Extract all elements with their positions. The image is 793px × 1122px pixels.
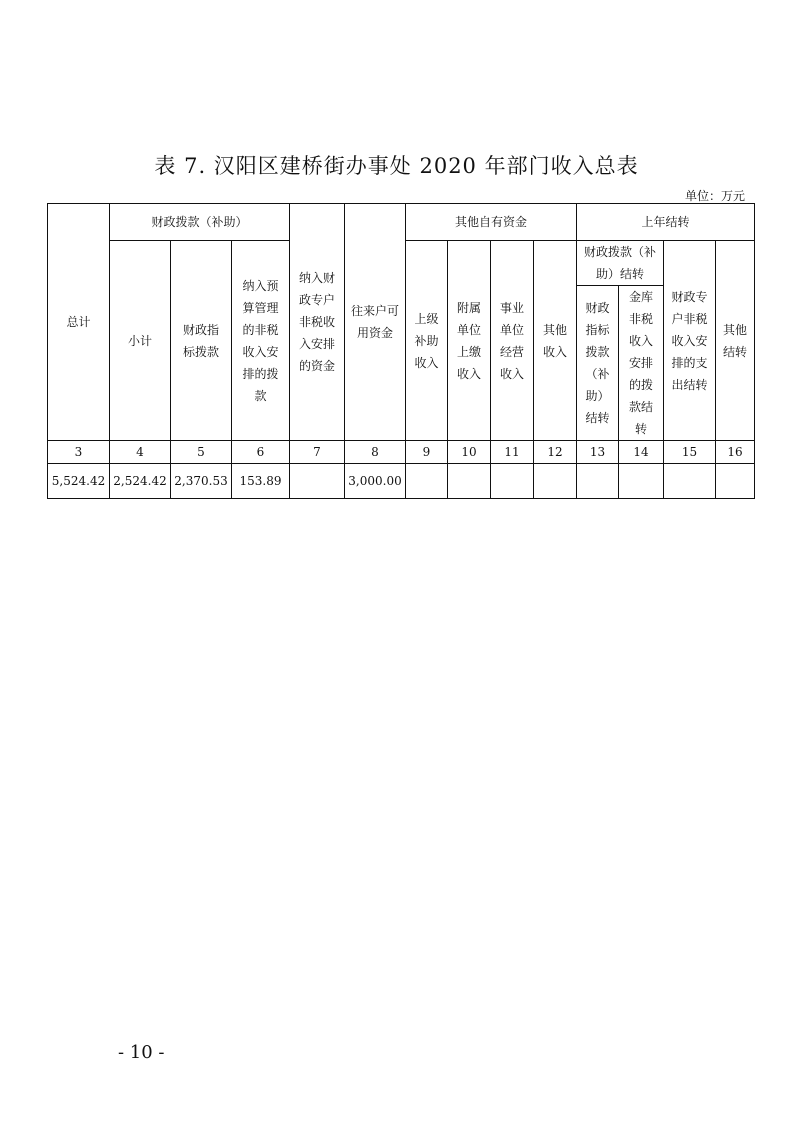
header-line: 指标: [585, 323, 610, 337]
income-summary-table: [47, 203, 755, 499]
header-line: 转: [635, 422, 648, 436]
header-line: 的非税: [242, 322, 279, 337]
header-line: 收入: [543, 344, 568, 359]
header-line: 收入: [414, 355, 439, 370]
header-line: 出结转: [671, 377, 708, 392]
header-line: 收入安: [242, 344, 279, 359]
header-line: 排的拨: [242, 366, 279, 381]
header-line: 补助: [414, 333, 439, 348]
header-line: 用资金: [356, 326, 393, 340]
page-title: 表 7. 汉阳区建桥街办事处 2020 年部门收入总表: [154, 154, 639, 178]
header-line: 非税: [629, 312, 654, 326]
value-subtotal: 2,524.42: [110, 464, 171, 499]
header-line: 上缴: [456, 344, 481, 359]
header-fiscal-carry-group: [577, 241, 664, 286]
value-superior-subsidy: [406, 464, 448, 499]
header-line: 款结: [629, 400, 654, 414]
value-total: 5,524.42: [48, 464, 110, 499]
header-treasury-nontax-carry: [619, 286, 664, 441]
index-cell: 16: [716, 441, 755, 464]
header-line: 的资金: [298, 359, 335, 373]
index-cell: 9: [406, 441, 448, 464]
header-subtotal: 小计: [110, 241, 171, 441]
index-cell: 6: [232, 441, 290, 464]
header-line: （补: [585, 367, 610, 381]
header-other-own-group: 其他自有资金: [406, 204, 577, 241]
header-line: 政专户: [298, 293, 335, 307]
index-cell: 13: [577, 441, 619, 464]
header-line: 结转: [723, 344, 748, 359]
index-row: [48, 441, 755, 464]
value-fiscal-indicator: 2,370.53: [171, 464, 232, 499]
header-line: 其他: [723, 322, 748, 337]
header-line: 收入安: [671, 333, 708, 348]
header-line: 款: [254, 388, 267, 403]
header-fiscal-indicator-carry: [577, 286, 619, 441]
index-cell: 7: [290, 441, 345, 464]
header-prior-year-group: 上年结转: [577, 204, 755, 241]
header-line: 往来户可: [350, 304, 399, 318]
header-fiscal-indicator: [171, 241, 232, 441]
index-cell: 5: [171, 441, 232, 464]
header-line: 结转: [585, 411, 610, 425]
data-row: [48, 464, 755, 499]
header-line: 财政指: [182, 322, 219, 337]
header-current-account: [345, 204, 406, 441]
header-line: 单位: [499, 322, 524, 337]
header-line: 财政拨款（补: [584, 245, 657, 259]
header-line: 纳入财: [298, 271, 335, 285]
header-fiscal-special: [290, 204, 345, 441]
header-line: 收入: [456, 366, 481, 381]
page-number: - 10 -: [118, 1042, 165, 1063]
index-cell: 3: [48, 441, 110, 464]
header-superior-subsidy: [406, 241, 448, 441]
header-line: 拨款: [585, 345, 610, 359]
header-nontax-budget: [232, 241, 290, 441]
header-line: 安排: [629, 356, 654, 370]
value-affiliated-payment: [448, 464, 491, 499]
header-other-carry: [716, 241, 755, 441]
header-other-income: [534, 241, 577, 441]
index-cell: 10: [448, 441, 491, 464]
unit-label: 单位：万元: [684, 189, 745, 203]
value-fiscal-special: [290, 464, 345, 499]
header-line: 收入: [629, 334, 654, 348]
header-total: 总计: [48, 204, 110, 441]
header-line: 事业: [499, 300, 524, 315]
header-line: 金库: [629, 290, 654, 304]
header-line: 经营: [499, 344, 524, 359]
index-cell: 4: [110, 441, 171, 464]
header-line: 标拨款: [182, 344, 219, 359]
header-affiliated-payment: [448, 241, 491, 441]
value-fiscal-special-carry: [664, 464, 716, 499]
header-fiscal-special-carry: [664, 241, 716, 441]
header-line: 的拨: [629, 378, 654, 392]
value-fiscal-indicator-carry: [577, 464, 619, 499]
value-current-account: 3,000.00: [345, 464, 406, 499]
header-line: 附属: [456, 300, 481, 315]
header-line: 非税收: [298, 315, 335, 329]
value-other-carry: [716, 464, 755, 499]
value-other-income: [534, 464, 577, 499]
header-line: 排的支: [671, 355, 708, 370]
header-line: 纳入预: [242, 278, 279, 293]
index-cell: 8: [345, 441, 406, 464]
header-line: 财政: [585, 301, 610, 315]
index-cell: 11: [491, 441, 534, 464]
header-line: 财政专: [671, 289, 708, 304]
header-line: 助）: [585, 389, 610, 403]
header-business-operation: [491, 241, 534, 441]
index-cell: 14: [619, 441, 664, 464]
header-line: 算管理: [242, 300, 279, 315]
header-line: 入安排: [298, 337, 335, 351]
value-nontax-budget: 153.89: [232, 464, 290, 499]
value-business-operation: [491, 464, 534, 499]
header-line: 收入: [499, 366, 524, 381]
header-fiscal-group: 财政拨款（补助）: [110, 204, 290, 241]
header-line: 户非税: [671, 311, 708, 326]
header-line: 单位: [456, 322, 481, 337]
header-line: 其他: [543, 322, 568, 337]
value-treasury-nontax-carry: [619, 464, 664, 499]
header-line: 上级: [414, 311, 439, 326]
header-line: 助）结转: [596, 267, 645, 281]
index-cell: 12: [534, 441, 577, 464]
index-cell: 15: [664, 441, 716, 464]
